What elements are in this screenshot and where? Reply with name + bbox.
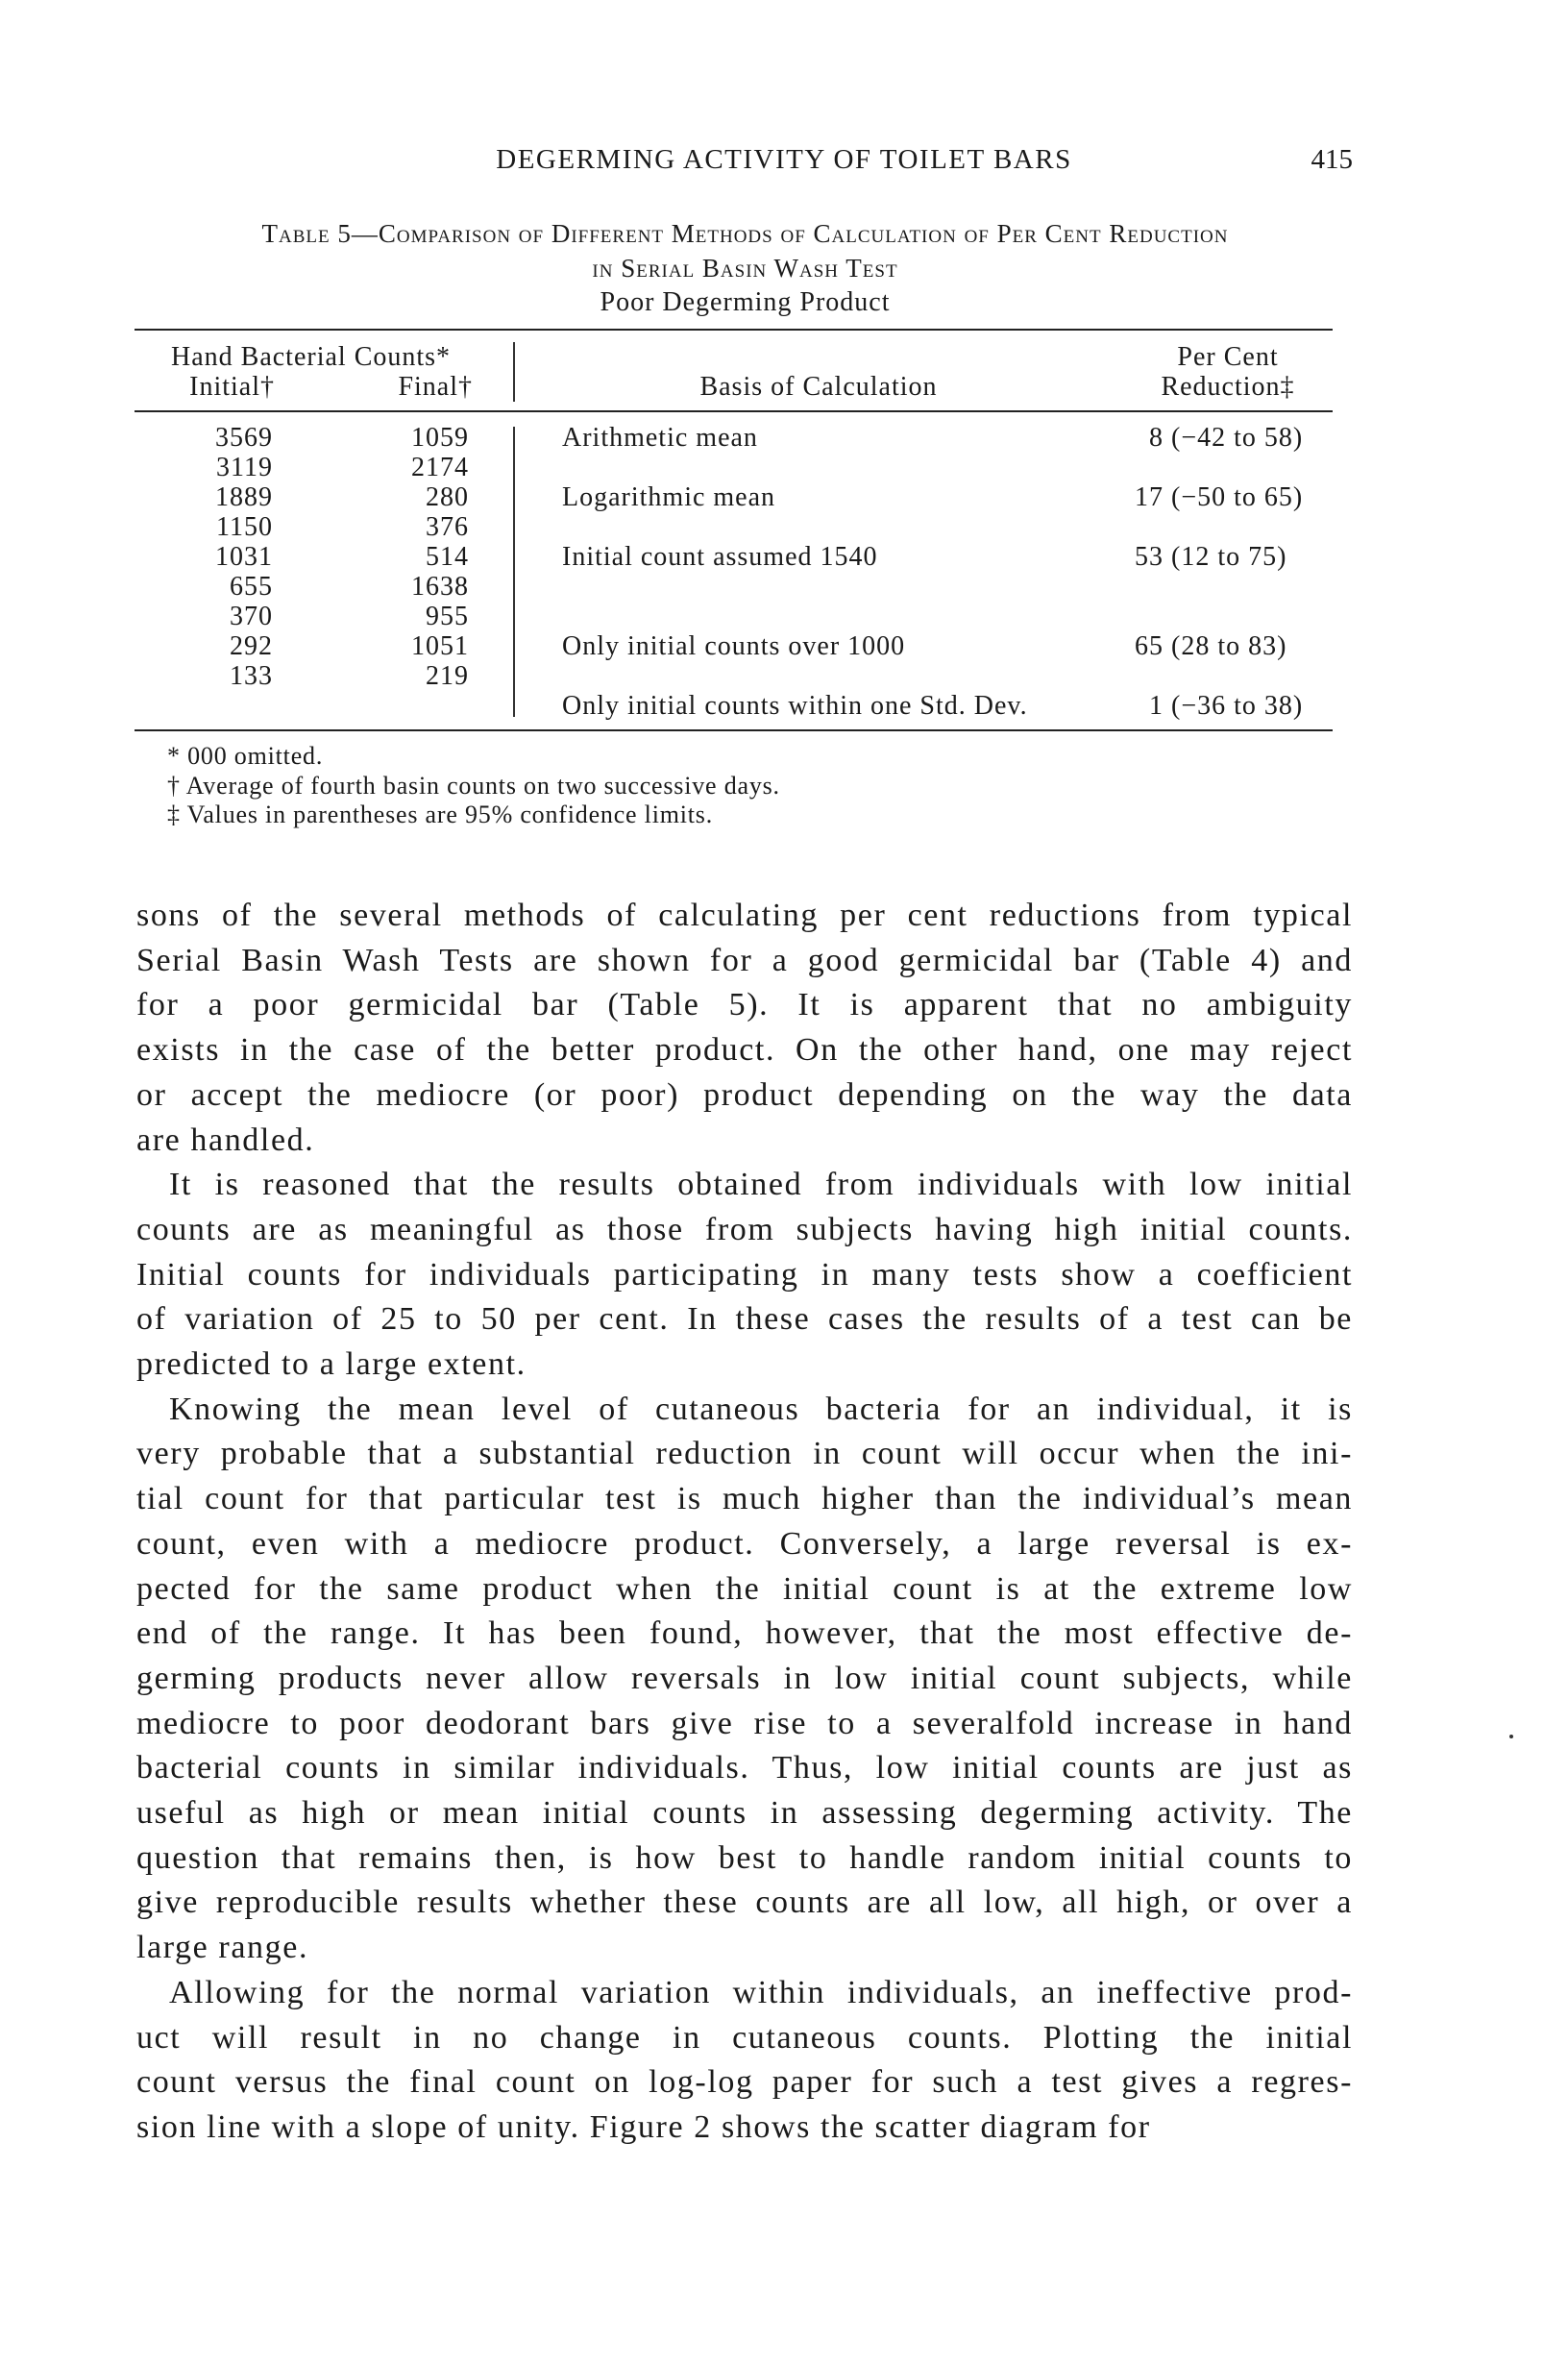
reduction-value: 65 xyxy=(1135,631,1164,661)
reduction-value: 17 xyxy=(1135,482,1164,512)
body-line: are handled. xyxy=(136,1121,315,1158)
table-subtitle: Poor Degerming Product xyxy=(600,287,891,317)
initial-count: 292 xyxy=(230,631,273,661)
body-line: or accept the mediocre (or poor) product depending on the way the data xyxy=(136,1076,1353,1113)
final-count: 1638 xyxy=(411,572,469,602)
body-line: sion line with a slope of unity. Figure 2 shows the scatter diagram for xyxy=(136,2108,1151,2145)
body-line: exists in the case of the better product. On the other hand, one may reject xyxy=(136,1032,1353,1069)
initial-count: 370 xyxy=(230,602,273,631)
per-cent-reduction xyxy=(1131,631,1286,661)
basis-of-calculation: Only initial counts over 1000 xyxy=(562,631,906,661)
footnote: * 000 omitted. xyxy=(167,742,324,770)
confidence-range: (−42 to 58) xyxy=(1171,423,1304,453)
final-count: 2174 xyxy=(411,453,469,482)
final-count: 1059 xyxy=(411,423,469,453)
body-line: Knowing the mean level of cutaneous bacteria for an individual, it is xyxy=(169,1391,1353,1427)
print-speck xyxy=(1509,1735,1513,1738)
confidence-range: (−50 to 65) xyxy=(1171,482,1304,512)
body-line: pected for the same product when the initial count is at the extreme low xyxy=(136,1570,1353,1607)
table-caption-line2: in Serial Basin Wash Test xyxy=(592,254,898,283)
header-final: Final† xyxy=(398,372,473,402)
header-divider xyxy=(513,342,515,402)
final-count: 376 xyxy=(426,512,469,542)
initial-count: 133 xyxy=(230,661,273,691)
body-divider xyxy=(513,427,515,717)
reduction-value: 1 xyxy=(1149,691,1164,721)
body-line: large range. xyxy=(136,1930,309,1966)
body-line: give reproducible results whether these counts are all low, all high, or over a xyxy=(136,1885,1353,1921)
body-line: very probable that a substantial reduction in count will occur when the ini- xyxy=(136,1436,1353,1472)
body-line: tial count for that particular test is much higher than the individual’s mean xyxy=(136,1481,1353,1517)
final-count: 280 xyxy=(426,482,469,512)
body-line: of variation of 25 to 50 per cent. In these cases the results of a test can be xyxy=(136,1301,1353,1338)
body-line: end of the range. It has been found, however, that the most effective de- xyxy=(136,1615,1353,1652)
per-cent-reduction xyxy=(1131,542,1286,572)
basis-of-calculation: Initial count assumed 1540 xyxy=(562,542,878,572)
confidence-range: (−36 to 38) xyxy=(1171,691,1304,721)
reduction-value: 53 xyxy=(1135,542,1164,572)
header-basis: Basis of Calculation xyxy=(699,372,938,402)
reduction-value: 8 xyxy=(1149,423,1164,453)
final-count: 955 xyxy=(426,602,469,631)
body-line: for a poor germicidal bar (Table 5). It is apparent that no ambiguity xyxy=(136,987,1353,1023)
header-per-cent: Per Cent xyxy=(1177,342,1279,372)
body-line: germing products never allow reversals in low initial count subjects, while xyxy=(136,1660,1353,1696)
initial-count: 1889 xyxy=(215,482,273,512)
page-number: 415 xyxy=(1311,144,1353,175)
header-initial: Initial† xyxy=(189,372,275,402)
initial-count: 3119 xyxy=(216,453,273,482)
table-bottom-rule xyxy=(135,729,1333,731)
confidence-range: (12 to 75) xyxy=(1171,542,1287,572)
basis-of-calculation: Arithmetic mean xyxy=(562,423,758,453)
running-title: DEGERMING ACTIVITY OF TOILET BARS xyxy=(496,144,1072,175)
body-line: predicted to a large extent. xyxy=(136,1346,527,1382)
body-line: Serial Basin Wash Tests are shown for a good germicidal bar (Table 4) and xyxy=(136,942,1353,978)
body-line: mediocre to poor deodorant bars give rise to a severalfold increase in hand xyxy=(136,1705,1353,1741)
header-reduction: Reduction‡ xyxy=(1161,372,1295,402)
body-line: counts are as meaningful as those from subjects having high initial counts. xyxy=(136,1211,1353,1247)
body-line: Allowing for the normal variation within individuals, an ineffective prod- xyxy=(169,1974,1353,2010)
final-count: 514 xyxy=(426,542,469,572)
final-count: 1051 xyxy=(411,631,469,661)
table-top-rule xyxy=(135,329,1333,331)
body-line: useful as high or mean initial counts in assessing degerming activity. The xyxy=(136,1795,1353,1831)
initial-count: 1150 xyxy=(216,512,273,542)
initial-count: 655 xyxy=(230,572,273,602)
per-cent-reduction xyxy=(1131,691,1303,721)
body-line: sons of the several methods of calculating per cent reductions from typical xyxy=(136,898,1353,933)
table-caption: Table 5—Comparison of Different Methods of Calculation of Per Cent Reduction xyxy=(261,219,1229,248)
per-cent-reduction xyxy=(1131,423,1303,453)
final-count: 219 xyxy=(426,661,469,691)
body-line: It is reasoned that the results obtained from individuals with low initial xyxy=(169,1167,1353,1203)
basis-of-calculation: Only initial counts within one Std. Dev. xyxy=(562,691,1028,721)
body-line: bacterial counts in similar individuals. Thus, low initial counts are just as xyxy=(136,1750,1353,1786)
body-line: count, even with a mediocre product. Conversely, a large reversal is ex- xyxy=(136,1525,1353,1562)
initial-count: 1031 xyxy=(215,542,273,572)
body-line: question that remains then, is how best to handle random initial counts to xyxy=(136,1839,1353,1876)
body-line: count versus the final count on log-log paper for such a test gives a regres- xyxy=(136,2064,1353,2101)
header-hand-bacterial-counts: Hand Bacterial Counts* xyxy=(171,342,452,372)
initial-count: 3569 xyxy=(215,423,273,453)
body-line: Initial counts for individuals participating in many tests show a coefficient xyxy=(136,1256,1353,1293)
per-cent-reduction xyxy=(1131,482,1303,512)
table-header-rule xyxy=(135,410,1333,412)
footnote: † Average of fourth basin counts on two successive days. xyxy=(167,771,780,800)
body-line: uct will result in no change in cutaneous counts. Plotting the initial xyxy=(136,2019,1353,2056)
footnote: ‡ Values in parentheses are 95% confidence limits. xyxy=(167,801,714,828)
basis-of-calculation: Logarithmic mean xyxy=(562,482,776,512)
confidence-range: (28 to 83) xyxy=(1171,631,1287,661)
